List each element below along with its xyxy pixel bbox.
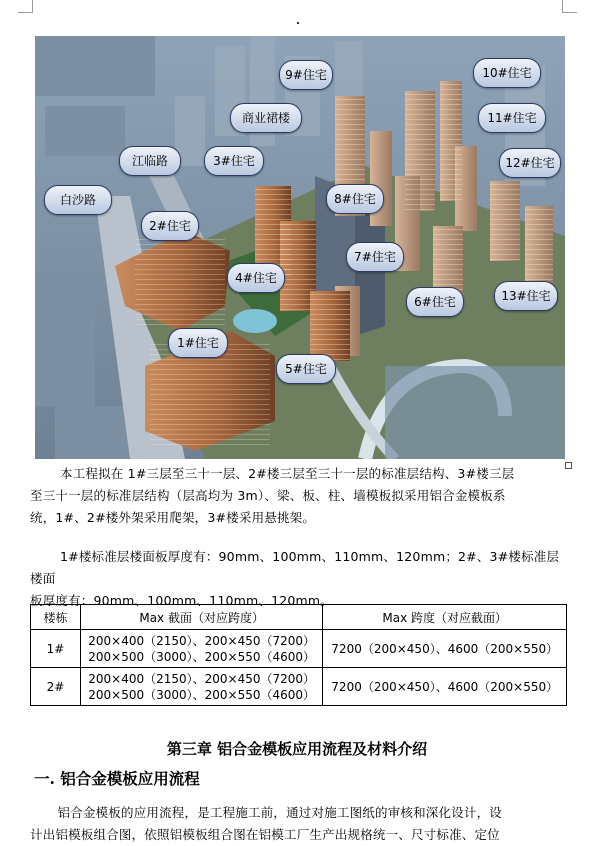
callout-label: 9#住宅 [285, 68, 327, 82]
cell-line: 200×400（2150）、200×450（7200） [88, 671, 316, 686]
table-row [31, 668, 567, 706]
cell-max-section [80, 630, 323, 668]
callout-building-1 [168, 328, 228, 358]
callout-label: 6#住宅 [414, 295, 456, 309]
callout-building-11 [478, 103, 546, 133]
table-row [31, 630, 567, 668]
beam-section-table [30, 604, 567, 706]
text-line: 至三十一层的标准层结构（层高均为 3m）、梁、板、柱、墙模板拟采用铝合金模板系 [30, 488, 506, 503]
cell-max-span: 7200（200×450）、4600（200×550） [323, 630, 567, 668]
callout-building-8 [326, 184, 384, 214]
callout-label: 11#住宅 [487, 111, 537, 125]
callout-label: 2#住宅 [149, 219, 191, 233]
cell-line: 200×400（2150）、200×450（7200） [88, 633, 316, 648]
text-line: 本工程拟在 1#三层至三十一层、2#楼三层至三十一层的标准层结构、3#楼三层 [60, 466, 515, 481]
cell-building: 1# [31, 630, 81, 668]
callout-baisha-road [44, 185, 112, 215]
callout-label: 1#住宅 [177, 336, 219, 350]
callout-building-10 [473, 58, 541, 88]
callout-jianglin-road [119, 146, 181, 176]
cell-max-span: 7200（200×450）、4600（200×550） [323, 668, 567, 706]
callout-label: 10#住宅 [482, 66, 532, 80]
callout-label: 12#住宅 [505, 156, 555, 170]
paragraph-mark [297, 22, 299, 24]
cell-building: 2# [31, 668, 81, 706]
image-resize-handle[interactable] [565, 462, 572, 469]
callout-label: 8#住宅 [334, 192, 376, 206]
cell-line: 200×500（3000）、200×550（4600） [88, 649, 316, 664]
callout-label: 5#住宅 [285, 362, 327, 376]
callout-label: 13#住宅 [501, 289, 551, 303]
crop-mark-top-right [562, 0, 577, 13]
header-max-span: Max 跨度（对应截面） [323, 605, 567, 630]
callout-building-2 [141, 211, 199, 241]
section-title: 一. 铝合金模板应用流程 [34, 769, 200, 788]
callout-building-4 [227, 263, 285, 293]
callout-label: 商业裙楼 [241, 111, 290, 125]
callout-building-9 [279, 60, 333, 90]
callout-building-6 [406, 287, 464, 317]
callout-label: 3#住宅 [213, 154, 255, 168]
crop-mark-top-left [18, 0, 33, 13]
callout-building-7 [346, 242, 404, 272]
callout-label: 4#住宅 [235, 271, 277, 285]
callout-commercial-podium [230, 103, 302, 133]
header-building: 楼栋 [31, 605, 81, 630]
project-description-paragraph [30, 463, 566, 529]
slab-thickness-paragraph [30, 546, 566, 612]
callout-building-13 [494, 281, 558, 311]
callout-label: 江临路 [131, 154, 168, 168]
chapter-title: 第三章 铝合金模板应用流程及材料介绍 [166, 740, 428, 758]
aerial-rendering-graphic [35, 36, 565, 459]
text-line: 铝合金模板的应用流程，是工程施工前，通过对施工图纸的审核和深化设计，设 [57, 805, 503, 820]
cell-max-section [80, 668, 323, 706]
callout-building-5 [276, 354, 336, 384]
callout-label: 7#住宅 [354, 250, 396, 264]
callout-label: 白沙路 [59, 193, 96, 207]
text-line: 统，1#、2#楼外架采用爬架，3#楼采用悬挑架。 [30, 510, 316, 525]
process-intro-paragraph [30, 802, 566, 846]
aerial-rendering-image[interactable] [35, 36, 565, 459]
callout-building-12 [499, 148, 561, 178]
table-header-row [31, 605, 567, 630]
text-line: 1#楼标准层楼面板厚度有：90mm、100mm、110mm、120mm；2#、3#楼标准层楼面 [30, 549, 560, 586]
text-line: 计出铝模板组合图，依照铝模板组合图在铝模工厂生产出规格统一、尺寸标准、定位 [30, 827, 500, 842]
callout-building-3 [204, 146, 264, 176]
header-max-section: Max 截面（对应跨度） [80, 605, 323, 630]
cell-line: 200×500（3000）、200×550（4600） [88, 687, 316, 702]
text-line: 板厚度有：90mm、100mm、110mm、120mm。 [30, 593, 333, 608]
